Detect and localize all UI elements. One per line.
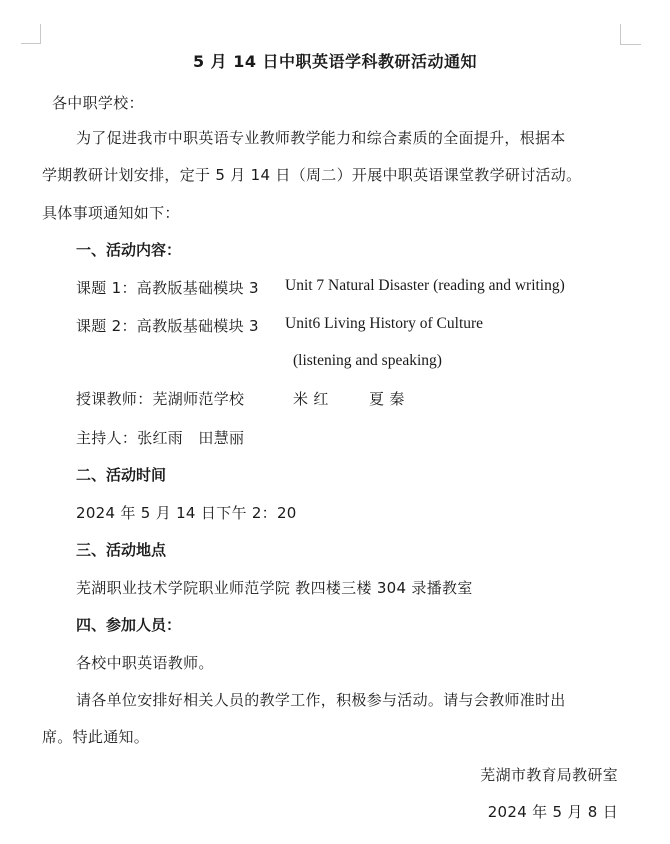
topic1-label: 课题 1：高教版基础模块 3 — [76, 279, 259, 297]
page-corner-mark-top-left — [21, 24, 41, 44]
section4-value: 各校中职英语教师。 — [76, 654, 214, 672]
intro-line-3: 具体事项通知如下： — [42, 204, 180, 222]
signature-org: 芜湖市教育局教研室 — [480, 766, 618, 784]
topic2-label: 课题 2：高教版基础模块 3 — [76, 317, 259, 335]
teacher-name-1: 米 红 — [293, 390, 329, 408]
host-line: 主持人：张红雨 田慧丽 — [76, 429, 245, 447]
topic2-unit: Unit6 Living History of Culture — [285, 315, 484, 332]
section2-value: 2024 年 5 月 14 日下午 2：20 — [76, 504, 297, 522]
teacher-name-2: 夏 秦 — [369, 390, 405, 408]
closing-line-2: 席。特此通知。 — [42, 728, 150, 746]
intro-line-2: 学期教研计划安排，定于 5 月 14 日（周二）开展中职英语课堂教学研讨活动。 — [42, 166, 582, 184]
intro-line-1: 为了促进我市中职英语专业教师教学能力和综合素质的全面提升，根据本 — [76, 129, 566, 147]
teachers-label: 授课教师：芜湖师范学校 — [76, 390, 245, 408]
salutation: 各中职学校： — [52, 94, 144, 112]
topic1-unit: Unit 7 Natural Disaster (reading and writing) — [285, 277, 565, 294]
signature-date: 2024 年 5 月 8 日 — [487, 803, 618, 821]
section4-heading: 四、参加人员： — [76, 616, 182, 634]
section2-heading: 二、活动时间 — [76, 466, 167, 484]
topic2-unit-continued: (listening and speaking) — [293, 352, 442, 369]
page-corner-mark-top-right — [620, 24, 641, 45]
closing-line-1: 请各单位安排好相关人员的教学工作，积极参与活动。请与会教师准时出 — [76, 691, 566, 709]
section3-value: 芜湖职业技术学院职业师范学院 教四楼三楼 304 录播教室 — [76, 579, 473, 597]
document-title: 5 月 14 日中职英语学科教研活动通知 — [192, 52, 478, 71]
section1-heading: 一、活动内容： — [76, 241, 182, 259]
section3-heading: 三、活动地点 — [76, 541, 167, 559]
